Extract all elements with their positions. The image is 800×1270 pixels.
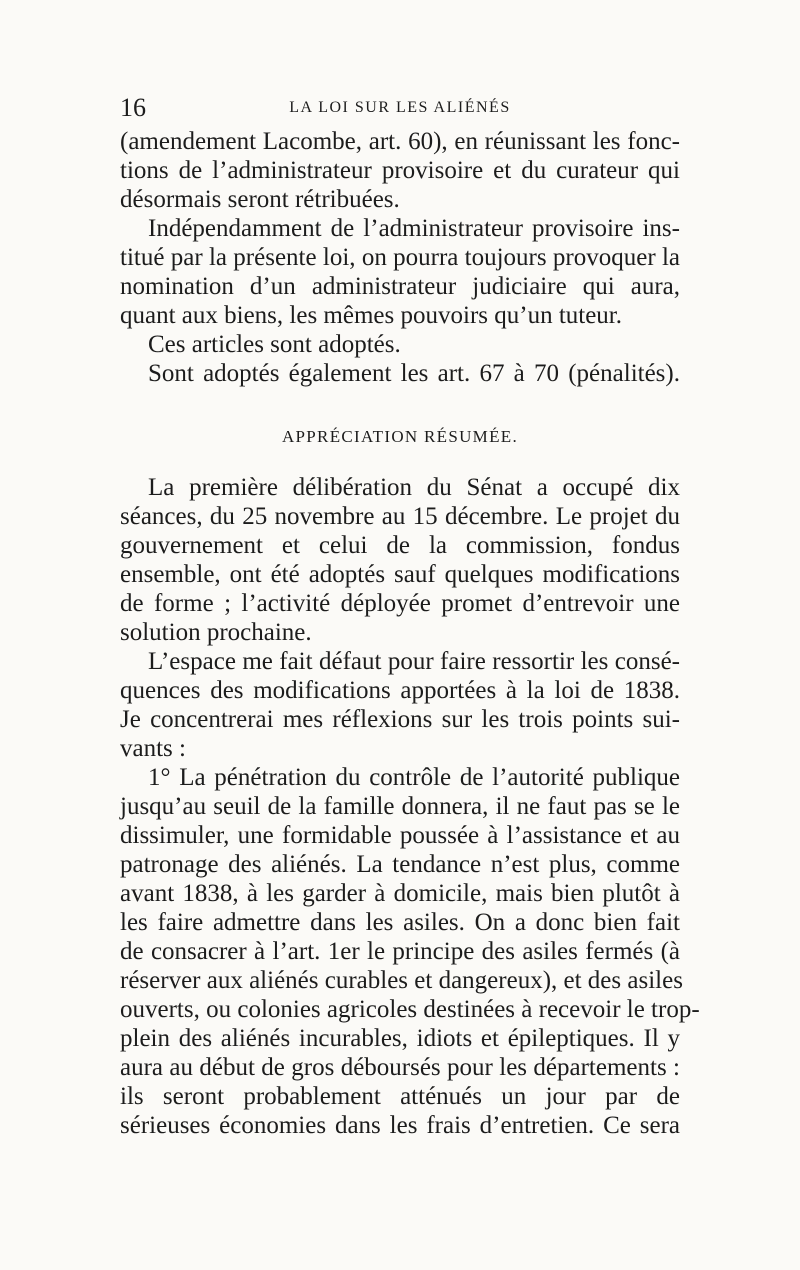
- text-line: de forme ; l’activité déployée promet d’entrevoir une: [120, 590, 680, 617]
- text-line: de consacrer à l’art. 1er le principe des asiles fermés (à: [120, 938, 680, 965]
- text-line: patronage des aliénés. La tendance n’est plus, comme: [120, 851, 680, 878]
- text-line: quant aux biens, les mêmes pouvoirs qu’un tuteur.: [120, 302, 623, 329]
- text-line: Indépendamment de l’administrateur provisoire ins-: [148, 215, 680, 242]
- text-line: ensemble, ont été adoptés sauf quelques modifications: [120, 561, 680, 588]
- text-line: séances, du 25 novembre au 15 décembre. Le projet du: [120, 503, 680, 530]
- text-line: jusqu’au seuil de la famille donnera, il ne faut pas se le: [120, 793, 680, 820]
- text-line: quences des modifications apportées à la loi de 1838.: [120, 677, 680, 704]
- section-title: APPRÉCIATION RÉSUMÉE.: [281, 427, 519, 446]
- text-line: 1° La pénétration du contrôle de l’autorité publique: [148, 764, 680, 791]
- text-line: avant 1838, à les garder à domicile, mais bien plutôt à: [120, 880, 680, 907]
- text-line: plein des aliénés incurables, idiots et épileptiques. Il y: [120, 1025, 680, 1052]
- text-line: dissimuler, une formidable poussée à l’assistance et au: [120, 822, 680, 849]
- running-title: LA LOI SUR LES ALIÉNÉS: [289, 99, 511, 116]
- text-line: ils seront probablement atténués un jour par de: [120, 1083, 680, 1110]
- text-line: vants :: [120, 735, 186, 762]
- text-line: sérieuses économies dans les frais d’entretien. Ce sera: [120, 1112, 680, 1139]
- text-line: nomination d’un administrateur judiciaire qui aura,: [120, 273, 680, 300]
- text-line: Sont adoptés également les art. 67 à 70 (pénalités).: [148, 360, 680, 387]
- text-line: La première délibération du Sénat a occupé dix: [148, 474, 680, 501]
- text-line: gouvernement et celui de la commission, fondus: [120, 532, 680, 559]
- text-line: désormais seront rétribuées.: [120, 186, 400, 213]
- text-line: tions de l’administrateur provisoire et du curateur qui: [120, 157, 680, 184]
- text-line: Ces articles sont adoptés.: [148, 331, 401, 358]
- text-line: ouverts, ou colonies agricoles destinées à recevoir le trop-: [120, 996, 700, 1023]
- text-line: aura au début de gros déboursés pour les départements :: [120, 1054, 680, 1081]
- text-line: réserver aux aliénés curables et dangereux), et des asiles: [120, 967, 683, 994]
- text-line: L’espace me fait défaut pour faire ressortir les consé-: [148, 648, 680, 675]
- text-line: Je concentrerai mes réflexions sur les trois points sui-: [120, 706, 680, 733]
- text-line: (amendement Lacombe, art. 60), en réunissant les fonc-: [120, 128, 680, 155]
- text-line: solution prochaine.: [120, 619, 312, 646]
- text-line: titué par la présente loi, on pourra toujours provoquer la: [120, 244, 680, 271]
- page-number: 16: [120, 93, 146, 122]
- page-header: [120, 93, 680, 123]
- text-line: les faire admettre dans les asiles. On a donc bien fait: [120, 909, 680, 936]
